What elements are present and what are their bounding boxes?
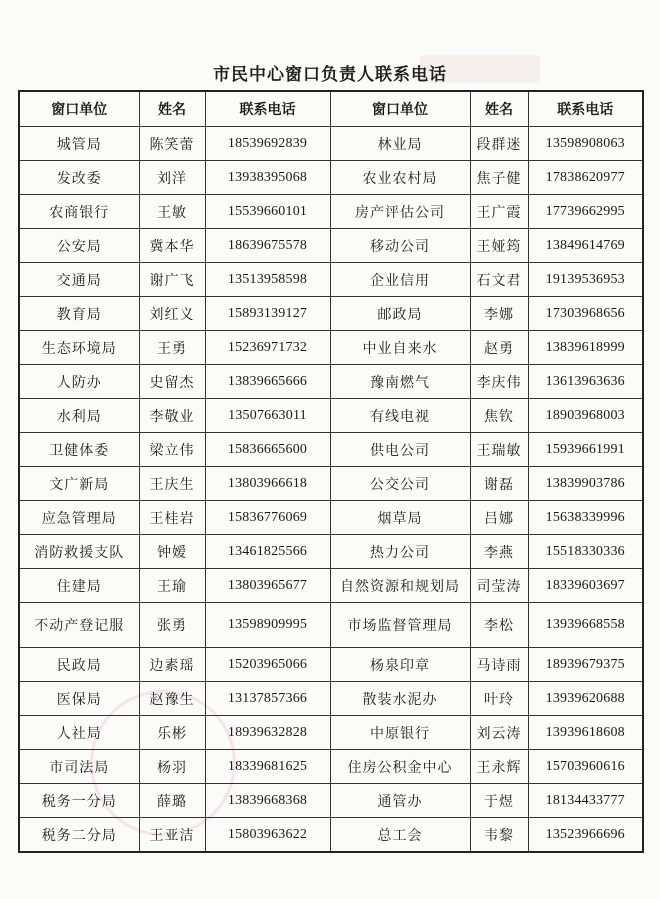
cell-phone: 13939668558 (528, 603, 643, 648)
cell-name: 冀本华 (139, 229, 205, 263)
cell-unit: 卫健体委 (19, 433, 139, 467)
cell-unit: 杨泉印章 (330, 648, 470, 682)
cell-name: 王勇 (139, 331, 205, 365)
cell-phone: 13839618999 (528, 331, 643, 365)
cell-unit: 烟草局 (330, 501, 470, 535)
cell-unit: 发改委 (19, 161, 139, 195)
cell-name: 王瑜 (139, 569, 205, 603)
header-phone: 联系电话 (528, 91, 643, 127)
table-row (19, 195, 643, 229)
cell-phone: 13803966618 (205, 467, 330, 501)
cell-unit: 房产评估公司 (330, 195, 470, 229)
cell-phone: 17303968656 (528, 297, 643, 331)
cell-name: 谢广飞 (139, 263, 205, 297)
cell-name: 刘云涛 (470, 716, 528, 750)
cell-phone: 15236971732 (205, 331, 330, 365)
table-row (19, 331, 643, 365)
header-row (19, 91, 643, 127)
table-row (19, 569, 643, 603)
table-row (19, 818, 643, 853)
cell-phone: 18539692839 (205, 127, 330, 161)
cell-unit: 公交公司 (330, 467, 470, 501)
cell-name: 钟嫒 (139, 535, 205, 569)
cell-name: 边素瑶 (139, 648, 205, 682)
table-row (19, 297, 643, 331)
cell-unit: 水利局 (19, 399, 139, 433)
header-unit: 窗口单位 (19, 91, 139, 127)
cell-unit: 总工会 (330, 818, 470, 853)
cell-phone: 18339603697 (528, 569, 643, 603)
cell-unit: 人社局 (19, 716, 139, 750)
cell-name: 史留杰 (139, 365, 205, 399)
cell-unit: 不动产登记服 (19, 603, 139, 648)
cell-unit: 住建局 (19, 569, 139, 603)
cell-unit: 生态环境局 (19, 331, 139, 365)
cell-name: 李松 (470, 603, 528, 648)
cell-name: 王广霞 (470, 195, 528, 229)
header-phone: 联系电话 (205, 91, 330, 127)
cell-unit: 住房公积金中心 (330, 750, 470, 784)
cell-name: 李敬业 (139, 399, 205, 433)
cell-unit: 民政局 (19, 648, 139, 682)
cell-phone: 13803965677 (205, 569, 330, 603)
cell-phone: 15939661991 (528, 433, 643, 467)
cell-name: 谢磊 (470, 467, 528, 501)
cell-unit: 中原银行 (330, 716, 470, 750)
cell-unit: 消防救援支队 (19, 535, 139, 569)
table-row (19, 263, 643, 297)
cell-unit: 企业信用 (330, 263, 470, 297)
cell-name: 王永辉 (470, 750, 528, 784)
cell-name: 王瑞敏 (470, 433, 528, 467)
cell-name: 梁立伟 (139, 433, 205, 467)
cell-unit: 通管办 (330, 784, 470, 818)
cell-phone: 13839665666 (205, 365, 330, 399)
cell-phone: 13513958598 (205, 263, 330, 297)
cell-name: 吕娜 (470, 501, 528, 535)
table-row (19, 467, 643, 501)
table-row (19, 750, 643, 784)
cell-name: 赵勇 (470, 331, 528, 365)
cell-unit: 医保局 (19, 682, 139, 716)
cell-unit: 城管局 (19, 127, 139, 161)
cell-phone: 17838620977 (528, 161, 643, 195)
cell-name: 李娜 (470, 297, 528, 331)
header-name: 姓名 (139, 91, 205, 127)
cell-name: 刘洋 (139, 161, 205, 195)
table-row (19, 535, 643, 569)
cell-phone: 15539660101 (205, 195, 330, 229)
cell-name: 薛璐 (139, 784, 205, 818)
cell-unit: 供电公司 (330, 433, 470, 467)
cell-phone: 13507663011 (205, 399, 330, 433)
cell-unit: 农商银行 (19, 195, 139, 229)
cell-phone: 15803963622 (205, 818, 330, 853)
cell-phone: 15836665600 (205, 433, 330, 467)
table-row (19, 229, 643, 263)
cell-unit: 移动公司 (330, 229, 470, 263)
cell-phone: 18134433777 (528, 784, 643, 818)
cell-phone: 15893139127 (205, 297, 330, 331)
cell-phone: 15703960616 (528, 750, 643, 784)
cell-phone: 13839903786 (528, 467, 643, 501)
cell-name: 石文君 (470, 263, 528, 297)
cell-unit: 文广新局 (19, 467, 139, 501)
cell-unit: 市场监督管理局 (330, 603, 470, 648)
cell-name: 李燕 (470, 535, 528, 569)
cell-name: 王庆生 (139, 467, 205, 501)
table-row (19, 603, 643, 648)
cell-unit: 应急管理局 (19, 501, 139, 535)
cell-name: 张勇 (139, 603, 205, 648)
cell-phone: 18339681625 (205, 750, 330, 784)
cell-name: 王桂岩 (139, 501, 205, 535)
cell-name: 刘红义 (139, 297, 205, 331)
cell-unit: 公安局 (19, 229, 139, 263)
cell-phone: 13598909995 (205, 603, 330, 648)
cell-unit: 散装水泥办 (330, 682, 470, 716)
cell-name: 韦黎 (470, 818, 528, 853)
table-row (19, 716, 643, 750)
cell-name: 段群迷 (470, 127, 528, 161)
header-name: 姓名 (470, 91, 528, 127)
cell-unit: 豫南燃气 (330, 365, 470, 399)
cell-unit: 教育局 (19, 297, 139, 331)
cell-phone: 13523966696 (528, 818, 643, 853)
cell-phone: 18639675578 (205, 229, 330, 263)
cell-phone: 13939620688 (528, 682, 643, 716)
cell-unit: 人防办 (19, 365, 139, 399)
cell-name: 王娅筠 (470, 229, 528, 263)
cell-unit: 中业自来水 (330, 331, 470, 365)
cell-phone: 13938395068 (205, 161, 330, 195)
cell-name: 叶玲 (470, 682, 528, 716)
cell-name: 王亚洁 (139, 818, 205, 853)
cell-phone: 13461825566 (205, 535, 330, 569)
cell-name: 乐彬 (139, 716, 205, 750)
cell-unit: 农业农村局 (330, 161, 470, 195)
cell-phone: 18939679375 (528, 648, 643, 682)
cell-phone: 15518330336 (528, 535, 643, 569)
cell-unit: 市司法局 (19, 750, 139, 784)
cell-name: 杨羽 (139, 750, 205, 784)
cell-name: 于煜 (470, 784, 528, 818)
table-row (19, 161, 643, 195)
header-unit: 窗口单位 (330, 91, 470, 127)
cell-name: 焦子健 (470, 161, 528, 195)
cell-name: 陈笑蕾 (139, 127, 205, 161)
cell-name: 李庆伟 (470, 365, 528, 399)
cell-unit: 税务二分局 (19, 818, 139, 853)
cell-phone: 13598908063 (528, 127, 643, 161)
cell-phone: 15203965066 (205, 648, 330, 682)
cell-phone: 19139536953 (528, 263, 643, 297)
cell-phone: 17739662995 (528, 195, 643, 229)
cell-name: 焦钦 (470, 399, 528, 433)
cell-unit: 有线电视 (330, 399, 470, 433)
cell-unit: 自然资源和规划局 (330, 569, 470, 603)
table-row (19, 682, 643, 716)
cell-phone: 15836776069 (205, 501, 330, 535)
table-row (19, 399, 643, 433)
table-row (19, 127, 643, 161)
cell-phone: 13137857366 (205, 682, 330, 716)
cell-unit: 邮政局 (330, 297, 470, 331)
table-row (19, 433, 643, 467)
cell-phone: 15638339996 (528, 501, 643, 535)
table-row (19, 784, 643, 818)
cell-phone: 13839668368 (205, 784, 330, 818)
cell-phone: 18939632828 (205, 716, 330, 750)
cell-unit: 林业局 (330, 127, 470, 161)
contact-table (18, 90, 644, 853)
cell-phone: 13613963636 (528, 365, 643, 399)
cell-name: 马诗雨 (470, 648, 528, 682)
cell-name: 赵豫生 (139, 682, 205, 716)
cell-phone: 13849614769 (528, 229, 643, 263)
cell-unit: 热力公司 (330, 535, 470, 569)
table-row (19, 648, 643, 682)
cell-name: 王敏 (139, 195, 205, 229)
cell-phone: 18903968003 (528, 399, 643, 433)
cell-unit: 交通局 (19, 263, 139, 297)
page-title: 市民中心窗口负责人联系电话 (213, 65, 447, 85)
table-row (19, 501, 643, 535)
cell-unit: 税务一分局 (19, 784, 139, 818)
cell-phone: 13939618608 (528, 716, 643, 750)
table-row (19, 365, 643, 399)
cell-name: 司莹涛 (470, 569, 528, 603)
